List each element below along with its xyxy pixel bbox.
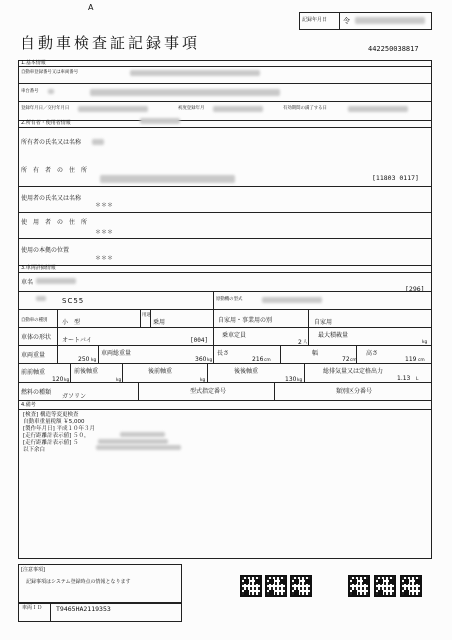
length-value: 216	[252, 356, 264, 363]
fuel-value: ガソリン	[62, 393, 87, 400]
user-address-value: ＊＊＊	[95, 229, 114, 236]
engine-label: 原動機の型式	[216, 297, 243, 302]
user-name-label: 使用者の氏名又は名称	[21, 195, 82, 202]
owner-address-label: 所 有 者 の 住 所	[21, 167, 88, 174]
owner-name-label: 所有者の氏名又は名称	[21, 139, 82, 146]
doc-number: 442250038817	[368, 45, 419, 53]
remark-line: 自動車重量税額 ￥5,000	[23, 419, 85, 425]
record-date-label: 記録年月日	[302, 17, 328, 23]
header-mark: A	[88, 3, 94, 12]
biz-use-value: 自家用	[314, 319, 333, 326]
qr-code-icon	[348, 575, 370, 597]
height-unit: cm	[418, 358, 425, 363]
remark-line: [製作年月日] 平成１０年３月	[23, 426, 96, 432]
vehicle-type-label: 自動車の種別	[21, 318, 48, 323]
approval-number-label: 型式指定番号	[190, 388, 227, 395]
use-value: 乗用	[153, 319, 166, 326]
capacity-value: 2	[298, 339, 302, 346]
redacted-date	[355, 17, 425, 24]
fuel-label: 燃料の種類	[21, 389, 52, 396]
ff-axle-label: 前前軸重	[21, 369, 46, 376]
payload-label: 最大積載量	[318, 332, 349, 339]
weight-label: 車両重量	[21, 352, 46, 359]
rf-axle-unit: kg	[200, 378, 206, 383]
remark-line: [検査] 構造等変更検査	[23, 412, 79, 418]
ff-axle-value: 120	[52, 376, 64, 383]
gross-weight-label: 車両総重量	[101, 350, 132, 357]
rf-axle-label: 後前軸重	[148, 368, 173, 375]
base-location-label: 使用の本拠の位置	[21, 247, 70, 254]
section4-heading: 4.備考	[21, 402, 36, 408]
gross-weight-value: 360	[195, 356, 207, 363]
qr-code-icon	[400, 575, 422, 597]
length-unit: cm	[264, 358, 271, 363]
displacement-unit: L	[416, 377, 419, 382]
vehicle-type-value: 小 型	[62, 319, 81, 326]
reg-date-label: 登録年月日／交付年月日	[21, 106, 70, 111]
rr-axle-label: 後後軸重	[234, 368, 259, 375]
user-name-value: ＊＊＊	[95, 202, 114, 209]
f-axle-label: 前後軸重	[74, 368, 99, 375]
width-value: 72	[342, 356, 350, 363]
vehicle-id-label: 車両ＩＤ	[22, 605, 43, 611]
remark-line: 以下余白	[23, 447, 46, 453]
qr-code-icon	[374, 575, 396, 597]
rr-axle-value: 130	[285, 376, 297, 383]
base-location-value: ＊＊＊	[95, 255, 114, 262]
body-shape-label: 車体の形状	[21, 334, 52, 341]
notes-text: 記録事項はシステム登録時点の情報となります	[26, 579, 131, 585]
qr-code-icon	[240, 575, 262, 597]
category-number-label: 類別区分番号	[336, 388, 373, 395]
vehicle-name-code: [296]	[405, 285, 425, 293]
displacement-label: 総排気量又は定格出力	[323, 368, 384, 375]
capacity-unit: 人	[303, 340, 308, 345]
biz-use-label: 自家用・事業用の別	[218, 317, 273, 324]
weight-unit: kg	[91, 358, 97, 363]
section1-heading: 1.基本情報	[21, 60, 46, 66]
notes-heading: [注意事項]	[21, 567, 45, 573]
section2-heading: 2.所有者・使用者情報	[21, 120, 71, 126]
rr-axle-unit: kg	[297, 378, 303, 383]
qr-code-icon	[290, 575, 312, 597]
capacity-label: 乗車定員	[222, 332, 247, 339]
weight-value: 250	[78, 356, 90, 363]
vehicle-name-label: 車名	[21, 279, 34, 286]
use-label: 用途	[142, 313, 151, 318]
remark-line: [走行距離計表示値] ５０，	[23, 433, 90, 439]
vehicle-id-value: T9465HA2119353	[56, 605, 111, 613]
owner-code: [11803 0117]	[372, 174, 419, 182]
body-shape-value: オートバイ	[62, 337, 92, 344]
width-unit: cm	[350, 358, 357, 363]
model-value: SC55	[62, 297, 85, 305]
page-title: 自動車検査証記録事項	[20, 34, 201, 52]
height-label: 高さ	[366, 350, 379, 357]
length-label: 長さ	[217, 350, 230, 357]
width-label: 幅	[312, 350, 319, 357]
first-reg-label: 初度登録年月	[178, 106, 205, 111]
user-address-label: 使 用 者 の 住 所	[21, 219, 88, 226]
height-value: 119	[405, 356, 417, 363]
remarks-list	[23, 413, 95, 455]
expiry-label: 有効期間の満了する日	[283, 106, 327, 111]
payload-unit: kg	[422, 340, 428, 345]
remark-line: [走行距離計表示値] ５	[23, 440, 79, 446]
displacement-value: 1.13	[397, 375, 411, 382]
record-date-era: 令	[343, 17, 350, 25]
chassis-label: 車台番号	[21, 89, 39, 94]
gross-weight-unit: kg	[207, 358, 213, 363]
section3-heading: 3.車両詳細情報	[21, 265, 56, 271]
qr-code-icon	[265, 575, 287, 597]
body-shape-code: [004]	[190, 337, 209, 344]
ff-axle-unit: kg	[64, 378, 70, 383]
reg-number-label: 自動車登録番号又は車両番号	[21, 70, 79, 75]
f-axle-unit: kg	[116, 378, 122, 383]
